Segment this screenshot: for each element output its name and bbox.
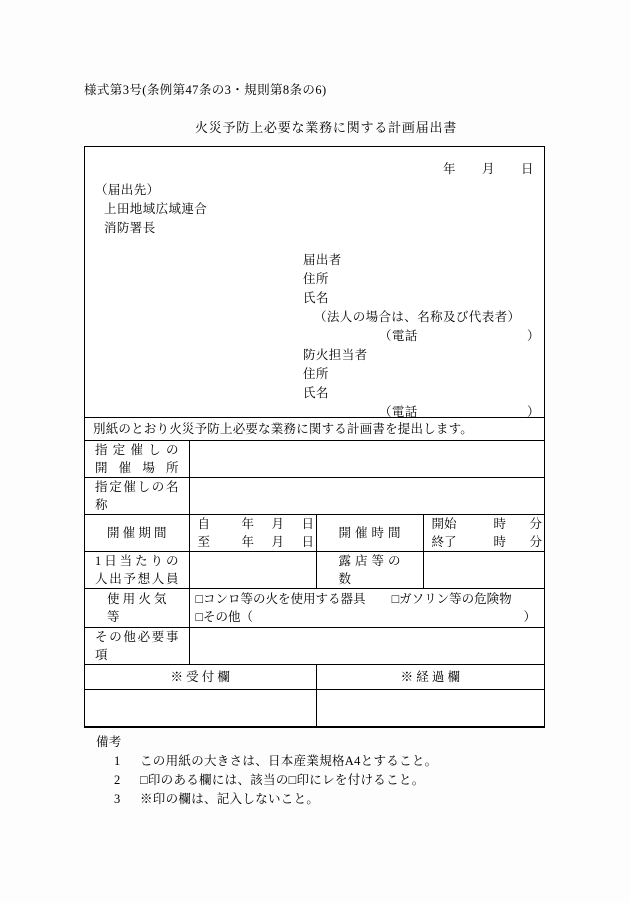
venue-label-line1: 指定催しの bbox=[95, 443, 179, 457]
page-title: 火災予防上必要な業務に関する計画届出書 bbox=[194, 120, 458, 135]
period-value-field[interactable] bbox=[189, 515, 316, 552]
applicant-corporate-note: （法人の場合は、名称及び代表者） bbox=[314, 310, 521, 324]
time-end-hour: 時 bbox=[493, 535, 507, 549]
period-from-month: 月 bbox=[271, 517, 285, 531]
checkbox-hazardous-materials[interactable]: □ガソリン等の危険物 bbox=[391, 592, 512, 606]
remarks-item-3 bbox=[96, 790, 437, 809]
remarks-item-3-number: 3 bbox=[114, 792, 121, 806]
event-name-label-cell bbox=[85, 478, 189, 515]
date-line bbox=[443, 159, 534, 177]
checkbox-stove-equipment[interactable]: □コンロ等の火を使用する器具 bbox=[195, 592, 366, 606]
remarks-item-1-text: この用紙の大きさは、日本産業規格A4とすること。 bbox=[140, 754, 438, 768]
other-matters-label-cell bbox=[85, 628, 189, 665]
event-name-label: 指定催しの名称 bbox=[95, 480, 179, 512]
remarks-item-2 bbox=[96, 771, 437, 790]
addressee-block bbox=[95, 181, 207, 238]
progress-header: ※ 経 過 欄 bbox=[400, 670, 460, 684]
fire-manager-tel-row bbox=[303, 403, 545, 422]
form-upper-section bbox=[85, 147, 544, 417]
checkbox-other[interactable]: □その他（ bbox=[195, 610, 254, 624]
other-matters-label: その他必要事項 bbox=[95, 630, 179, 662]
time-start-hour: 時 bbox=[493, 517, 507, 531]
fire-use-label-cell bbox=[85, 589, 189, 628]
venue-label-line2: 開催場所 bbox=[95, 461, 179, 475]
applicant-name-label: 氏名 bbox=[303, 291, 329, 305]
table-row-event-name bbox=[85, 478, 544, 515]
applicant-block bbox=[303, 251, 545, 422]
stalls-value-field[interactable] bbox=[423, 552, 544, 589]
attendance-label-line1: 1日当たりの bbox=[95, 554, 179, 568]
period-to-line bbox=[190, 533, 316, 551]
date-day-label: 日 bbox=[520, 162, 534, 176]
applicant-label: 届出者 bbox=[303, 253, 342, 267]
reception-header: ※ 受 付 欄 bbox=[170, 670, 230, 684]
fire-manager-name-label: 氏名 bbox=[303, 386, 329, 400]
fire-other-close-paren: ） bbox=[523, 610, 537, 624]
progress-header-cell bbox=[316, 665, 544, 690]
attendance-label-line2: 人出予想人員 bbox=[95, 572, 179, 586]
remarks-item-2-number: 2 bbox=[114, 773, 121, 787]
venue-label-cell bbox=[85, 441, 189, 478]
event-name-value-field[interactable] bbox=[189, 478, 544, 515]
applicant-address-label: 住所 bbox=[303, 272, 329, 286]
period-to-day: 日 bbox=[301, 535, 315, 549]
time-end-prefix: 終了 bbox=[431, 535, 457, 549]
remarks-item-3-text: ※印の欄は、記入しないこと。 bbox=[140, 792, 320, 806]
fire-manager-tel-label: （電話 bbox=[379, 405, 418, 419]
remarks-item-1-number: 1 bbox=[114, 754, 121, 768]
time-end-minute: 分 bbox=[529, 535, 543, 549]
remarks-item-1 bbox=[96, 752, 437, 771]
time-value-field[interactable] bbox=[423, 515, 544, 552]
fire-manager-label: 防火担当者 bbox=[303, 348, 368, 362]
table-row-period bbox=[85, 515, 544, 552]
applicant-tel-row bbox=[303, 327, 545, 346]
fire-use-options-cell bbox=[189, 589, 544, 628]
date-month-label: 月 bbox=[481, 162, 495, 176]
date-year-label: 年 bbox=[442, 162, 456, 176]
attendance-value-field[interactable] bbox=[189, 552, 316, 589]
applicant-tel-close: ） bbox=[527, 329, 540, 343]
table-row-office-headers bbox=[85, 665, 544, 690]
time-end-line bbox=[424, 533, 545, 551]
other-matters-value-field[interactable] bbox=[189, 628, 544, 665]
period-from-day: 日 bbox=[301, 517, 315, 531]
table-row-venue bbox=[85, 441, 544, 478]
fire-option-row-1 bbox=[190, 590, 545, 608]
fire-manager-address-label: 住所 bbox=[303, 367, 329, 381]
time-label: 開催時間 bbox=[338, 526, 401, 540]
time-start-minute: 分 bbox=[529, 517, 543, 531]
notification-form bbox=[84, 146, 545, 728]
period-label: 開催期間 bbox=[107, 526, 167, 540]
submission-statement: 別紙のとおり火災予防上必要な業務に関する計画書を提出します。 bbox=[85, 417, 544, 440]
fire-option-row-2 bbox=[190, 608, 545, 626]
stalls-label-cell bbox=[316, 552, 423, 589]
period-from-year: 年 bbox=[241, 517, 255, 531]
period-to-year: 年 bbox=[241, 535, 255, 549]
addressee-organization: 上田地域広域連合 bbox=[104, 202, 208, 216]
table-row-office-fields bbox=[85, 690, 544, 727]
fire-manager-tel-close: ） bbox=[527, 405, 540, 419]
remarks-item-2-text: □印のある欄には、該当の□印にレを付けること。 bbox=[140, 773, 425, 787]
period-from-prefix: 自 bbox=[197, 517, 211, 531]
time-start-line bbox=[424, 515, 545, 533]
addressee-title: 消防署長 bbox=[104, 221, 156, 235]
time-start-prefix: 開始 bbox=[431, 517, 457, 531]
stalls-label: 露店等の数 bbox=[338, 554, 401, 586]
period-to-month: 月 bbox=[271, 535, 285, 549]
period-label-cell bbox=[85, 515, 189, 552]
applicant-tel-label: （電話 bbox=[379, 329, 418, 343]
fire-use-label: 使用火気等 bbox=[107, 592, 167, 624]
time-label-cell bbox=[316, 515, 423, 552]
progress-value-field[interactable] bbox=[316, 690, 544, 727]
form-code: 様式第3号(条例第47条の3・規則第8条の6) bbox=[84, 83, 327, 97]
period-to-prefix: 至 bbox=[197, 535, 211, 549]
venue-value-field[interactable] bbox=[189, 441, 544, 478]
reception-value-field[interactable] bbox=[85, 690, 316, 727]
table-row-other-matters bbox=[85, 628, 544, 665]
table-row-fire-use bbox=[85, 589, 544, 628]
remarks-section bbox=[96, 733, 437, 809]
addressee-label: （届出先） bbox=[95, 183, 160, 197]
period-from-line bbox=[190, 515, 316, 533]
remarks-title: 備考 bbox=[96, 735, 122, 749]
attendance-label-cell bbox=[85, 552, 189, 589]
reception-header-cell bbox=[85, 665, 316, 690]
form-table bbox=[85, 440, 544, 727]
table-row-attendance bbox=[85, 552, 544, 589]
